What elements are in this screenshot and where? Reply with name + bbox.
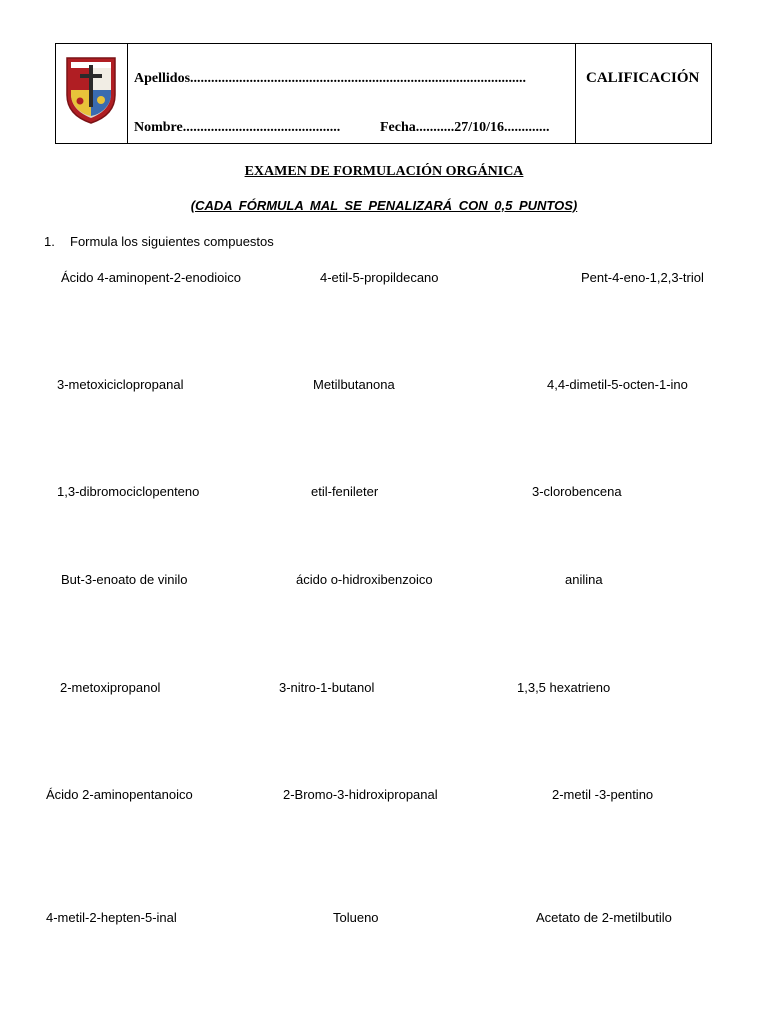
student-info-cell (128, 44, 576, 143)
school-crest-icon (65, 55, 117, 125)
compound-item: 3-nitro-1-butanol (279, 680, 375, 695)
compound-item: anilina (565, 572, 603, 587)
compound-item: Ácido 2-aminopentanoico (46, 787, 193, 802)
compound-item: 1,3-dibromociclopenteno (57, 484, 200, 499)
compound-item: 3-clorobencena (532, 484, 622, 499)
penalty-note (0, 198, 768, 213)
compound-item: ácido o-hidroxibenzoico (296, 572, 433, 587)
compound-item: Acetato de 2-metilbutilo (536, 910, 672, 925)
question-1 (44, 234, 274, 249)
compound-item: 3-metoxiciclopropanal (57, 377, 184, 392)
compound-item: 4-etil-5-propildecano (320, 270, 439, 285)
compound-item: 2-metil -3-pentino (552, 787, 654, 802)
question-number: 1. (44, 234, 55, 249)
logo-cell (56, 44, 128, 143)
compound-item: Tolueno (333, 910, 379, 925)
compound-item: 1,3,5 hexatrieno (517, 680, 611, 695)
compound-item: 4-metil-2-hepten-5-inal (46, 910, 177, 925)
compound-item: Pent-4-eno-1,2,3-triol (581, 270, 704, 285)
compound-item: Metilbutanona (313, 377, 395, 392)
compound-item: Ácido 4-aminopent-2-enodioico (61, 270, 241, 285)
compound-item: 2-metoxipropanol (60, 680, 161, 695)
apellidos-field[interactable]: Apellidos................................................................................................ (134, 71, 527, 86)
fecha-field: Fecha...........27/10/16............. (380, 120, 550, 135)
exam-title (0, 164, 768, 180)
header-table (55, 43, 712, 144)
penalty-note-text: (CADA FÓRMULA MAL SE PENALIZARÁ CON 0,5 PUNTOS) (190, 198, 578, 213)
exam-title-text: EXAMEN DE FORMULACIÓN ORGÁNICA (244, 164, 524, 179)
compound-item: 4,4-dimetil-5-octen-1-ino (547, 377, 688, 392)
calificacion-label: CALIFICACIÓN (586, 70, 700, 86)
compound-item: But-3-enoato de vinilo (61, 572, 188, 587)
compound-item: 2-Bromo-3-hidroxipropanal (283, 787, 438, 802)
nombre-field[interactable]: Nombre............................................. (134, 120, 341, 135)
question-text: Formula los siguientes compuestos (70, 234, 274, 249)
compound-item: etil-fenileter (311, 484, 379, 499)
